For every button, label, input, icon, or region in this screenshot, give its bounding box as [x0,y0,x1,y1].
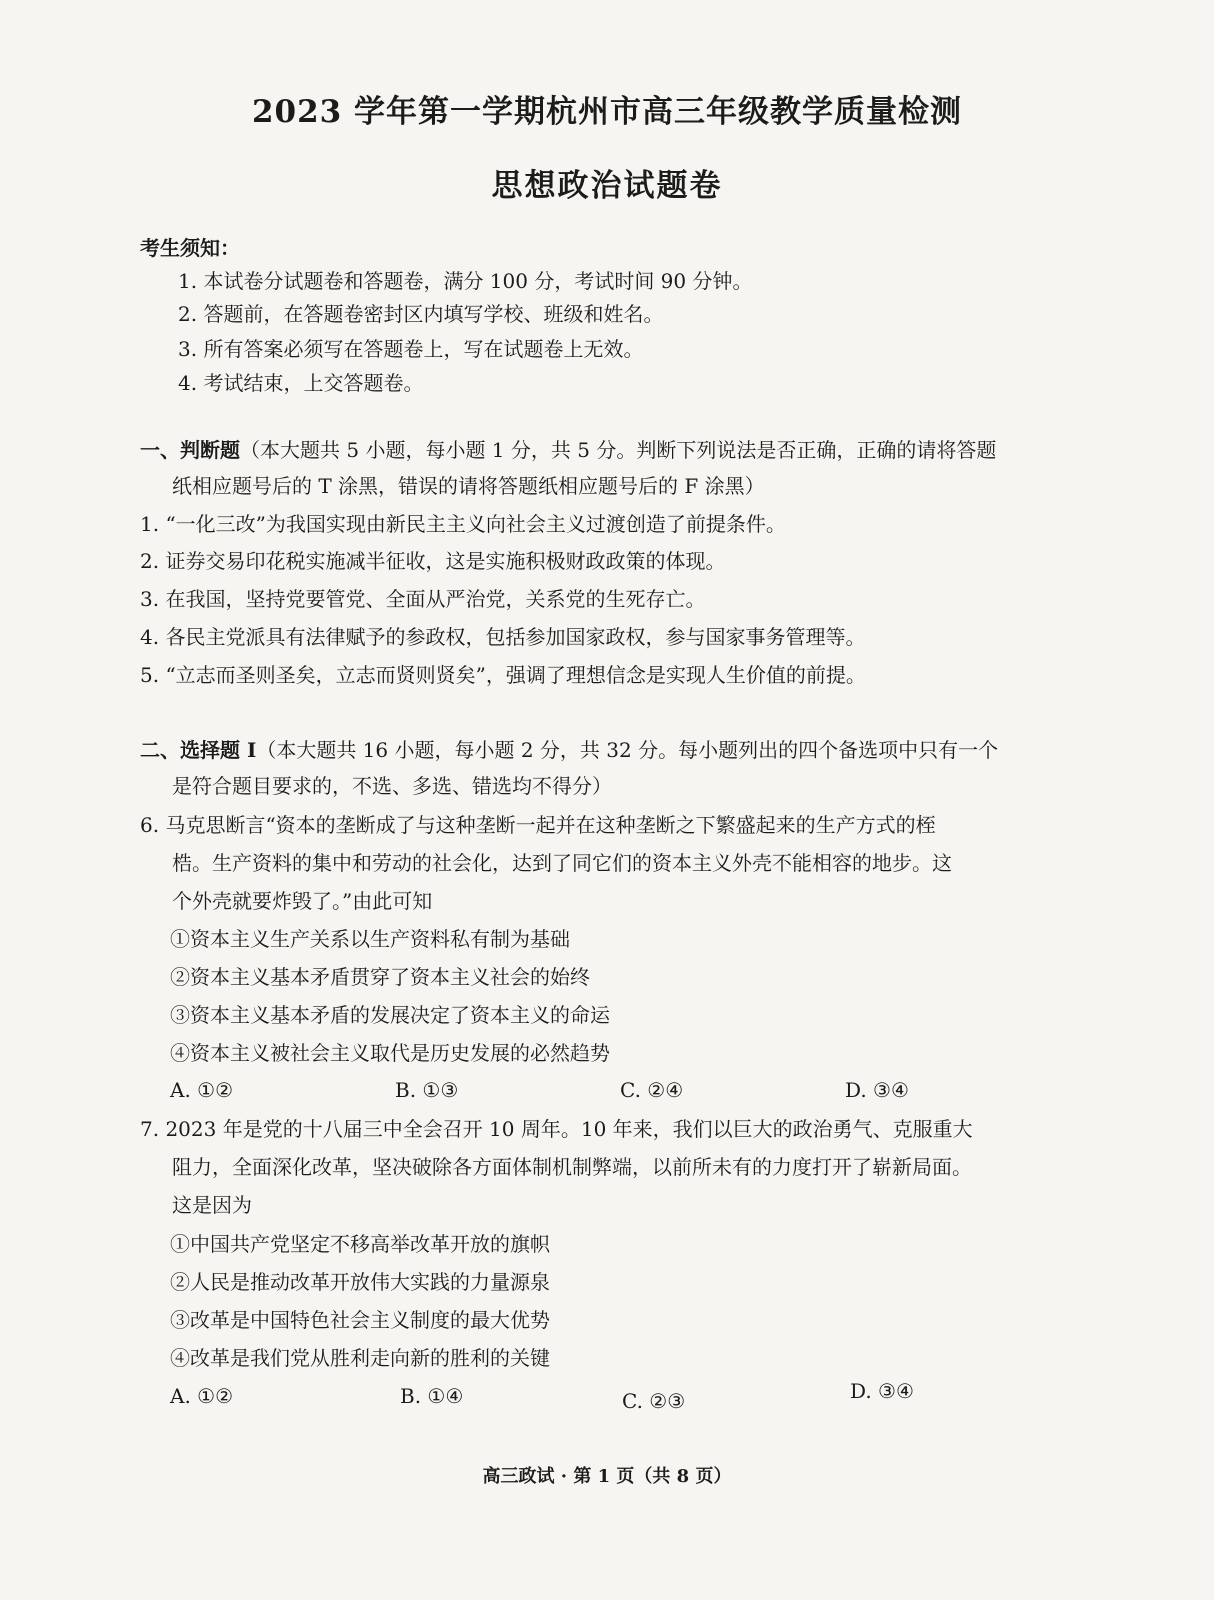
q6-option-c: C. ②④ [620,1078,684,1102]
exam-title: 2023 学年第一学期杭州市高三年级教学质量检测 [251,94,963,130]
q7-option-d: D. ③④ [850,1379,914,1403]
notice-item: 2. 答题前，在答题卷密封区内填写学校、班级和姓名。 [178,302,664,326]
q6-stem-line: 6. 马克思断言“资本的垄断成了与这种垄断一起并在这种垄断之下繁盛起来的生产方式的桎 [140,813,936,837]
judge-question-2: 2. 证券交易印花税实施减半征收，这是实施积极财政政策的体现。 [140,549,726,573]
q6-statement: ①资本主义生产关系以生产资料私有制为基础 [170,927,570,951]
q6-statement: ②资本主义基本矛盾贯穿了资本主义社会的始终 [170,965,590,989]
q7-statement: ①中国共产党坚定不移高举改革开放的旗帜 [170,1232,550,1256]
judge-question-1: 1. “一化三改”为我国实现由新民主主义向社会主义过渡创造了前提条件。 [140,512,786,536]
section2-heading-prefix: 二、选择题 Ⅰ [140,738,257,762]
q7-stem-line: 这是因为 [172,1193,252,1217]
notice-heading: 考生须知： [140,236,240,260]
notice-item: 4. 考试结束，上交答题卷。 [178,371,424,395]
section1-heading-cont: 纸相应题号后的 T 涂黑，错误的请将答题纸相应题号后的 F 涂黑） [172,474,765,498]
section1-heading-prefix: 一、判断题 [140,438,240,462]
q7-stem-line: 7. 2023 年是党的十八届三中全会召开 10 周年。10 年来，我们以巨大的政治勇气、克服重大 [140,1117,973,1141]
exam-subtitle: 思想政治试题卷 [491,168,723,204]
q6-option-b: B. ①③ [395,1078,459,1102]
q7-option-a: A. ①② [170,1384,234,1408]
q6-option-a: A. ①② [170,1078,234,1102]
q7-option-b: B. ①④ [400,1384,464,1408]
judge-question-5: 5. “立志而圣则圣矣，立志而贤则贤矣”，强调了理想信念是实现人生价值的前提。 [140,663,866,687]
section1-heading-text: （本大题共 5 小题，每小题 1 分，共 5 分。判断下列说法是否正确，正确的请将答题 [240,438,997,462]
notice-item: 1. 本试卷分试题卷和答题卷，满分 100 分，考试时间 90 分钟。 [178,269,753,293]
q7-statement: ②人民是推动改革开放伟大实践的力量源泉 [170,1270,550,1294]
notice-item: 3. 所有答案必须写在答题卷上，写在试题卷上无效。 [178,337,644,361]
q6-stem-line: 个外壳就要炸毁了。”由此可知 [172,889,433,913]
judge-question-3: 3. 在我国，坚持党要管党、全面从严治党，关系党的生死存亡。 [140,587,706,611]
q7-option-c: C. ②③ [622,1389,686,1413]
page-footer: 高三政试 · 第 1 页（共 8 页） [482,1466,732,1487]
q6-option-d: D. ③④ [845,1078,909,1102]
q7-statement: ③改革是中国特色社会主义制度的最大优势 [170,1308,550,1332]
q7-stem-line: 阻力，全面深化改革，坚决破除各方面体制机制弊端，以前所未有的力度打开了崭新局面。 [172,1155,972,1179]
section2-heading-text: （本大题共 16 小题，每小题 2 分，共 32 分。每小题列出的四个备选项中只有一个 [256,738,999,762]
section1-heading [140,437,996,463]
q7-statement: ④改革是我们党从胜利走向新的胜利的关键 [170,1346,550,1370]
q6-statement: ④资本主义被社会主义取代是历史发展的必然趋势 [170,1041,610,1065]
section2-heading-cont: 是符合题目要求的，不选、多选、错选均不得分） [172,774,612,798]
section2-heading [140,737,998,763]
q6-stem-line: 梏。生产资料的集中和劳动的社会化，达到了同它们的资本主义外壳不能相容的地步。这 [172,851,952,875]
judge-question-4: 4. 各民主党派具有法律赋予的参政权，包括参加国家政权，参与国家事务管理等。 [140,625,866,649]
q6-statement: ③资本主义基本矛盾的发展决定了资本主义的命运 [170,1003,610,1027]
